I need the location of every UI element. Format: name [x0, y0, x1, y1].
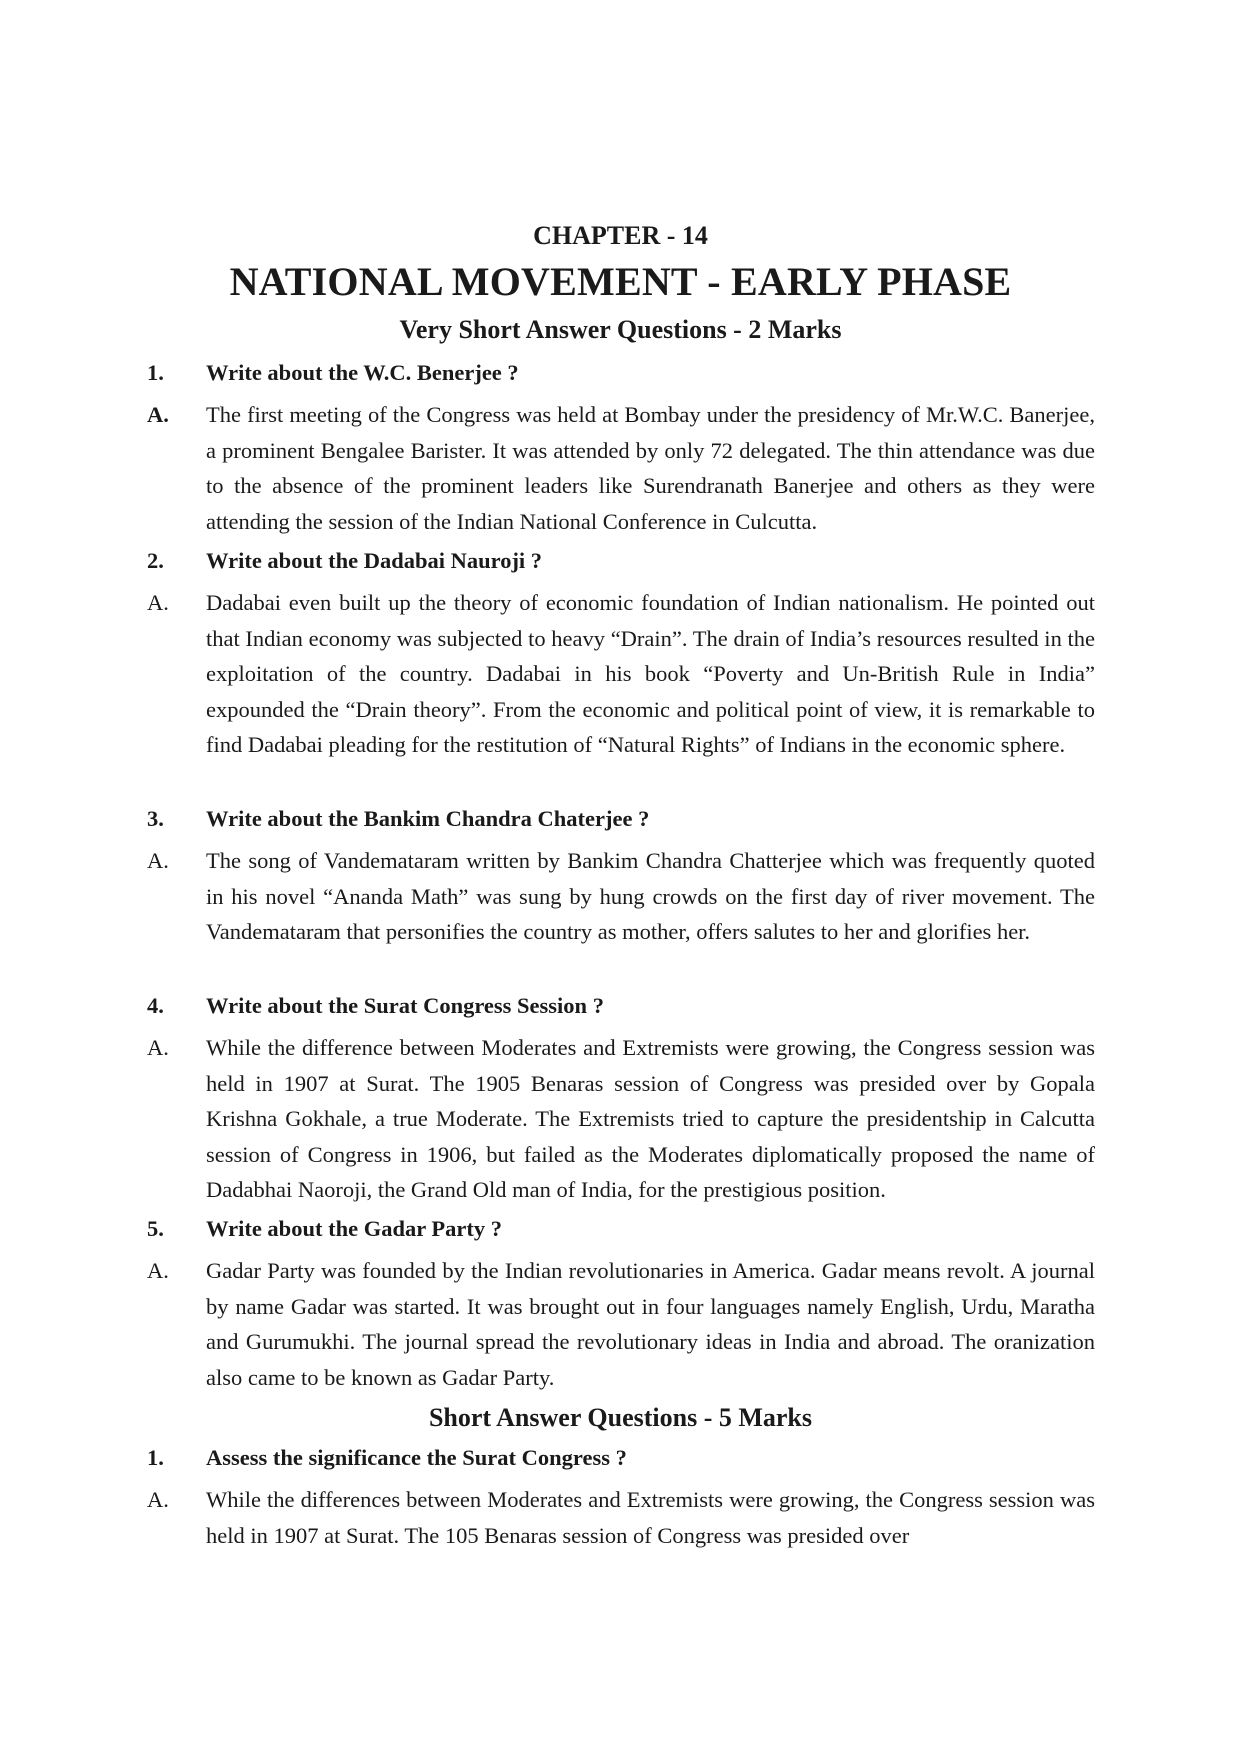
question-text: Write about the Dadabai Nauroji ? [206, 548, 543, 573]
question-2 [147, 543, 1095, 579]
question-text: Write about the Bankim Chandra Chaterjee ? [206, 806, 650, 831]
answer-label: A. [147, 590, 169, 615]
chapter-title: NATIONAL MOVEMENT - EARLY PHASE [229, 259, 1012, 304]
answer-5 [147, 1253, 1095, 1395]
question-number: 1. [147, 360, 164, 385]
answer-3 [147, 843, 1095, 950]
question-number: 2. [147, 548, 164, 573]
question-short-1 [147, 1440, 1095, 1476]
answer-text: The first meeting of the Congress was held at Bombay under the presidency of Mr.W.C. Banerjee, a prominent Bengalee Barister. It was attended by only 72 delegated. The thin attendance was due to the absence of the prominent leaders like Surendranath Banerjee and others as they were attending the session of the Indian National Conference in Culcutta. [206, 402, 1095, 534]
answer-label: A. [147, 848, 169, 873]
answer-2 [147, 585, 1095, 763]
answer-text: The song of Vandemataram written by Bankim Chandra Chatterjee which was frequently quoted in his novel “Ananda Math” was sung by hung crowds on the first day of river movement. The Vandemataram that personifies the country as mother, offers salutes to her and glorifies her. [206, 848, 1095, 944]
answer-text: Gadar Party was founded by the Indian revolutionaries in America. Gadar means revolt. A journal by name Gadar was started. It was brought out in four languages namely English, Urdu, Maratha and Gurumukhi. The journal spread the revolutionary ideas in India and abroad. The oranization also came to be known as Gadar Party. [206, 1258, 1095, 1390]
answer-label: A. [147, 1487, 169, 1512]
answer-short-1 [147, 1482, 1095, 1553]
answer-4 [147, 1030, 1095, 1208]
answer-label: A. [147, 1258, 169, 1283]
answer-text: While the differences between Moderates and Extremists were growing, the Congress session was held in 1907 at Surat. The 105 Benaras session of Congress was presided over [206, 1487, 1095, 1548]
question-text: Write about the Surat Congress Session ? [206, 993, 604, 1018]
answer-text: While the difference between Moderates and Extremists were growing, the Congress session was held in 1907 at Surat. The 1905 Benaras session of Congress was presided over by Gopala Krishna Gokhale, a true Moderate. The Extremists tried to capture the presidentship in Calcutta session of Congress in 1906, but failed as the Moderates diplomatically proposed the name of Dadabhai Naoroji, the Grand Old man of India, for the prestigious position. [206, 1035, 1095, 1202]
question-number: 4. [147, 993, 164, 1018]
section-heading-very-short: Very Short Answer Questions - 2 Marks [399, 315, 842, 344]
answer-label: A. [147, 1035, 169, 1060]
question-3 [147, 801, 1095, 837]
question-5 [147, 1211, 1095, 1247]
answer-text: Dadabai even built up the theory of economic foundation of Indian nationalism. He pointed out that Indian economy was subjected to heavy “Drain”. The drain of India’s resources resulted in the exploitation of the country. Dadabai in his book “Poverty and Un-British Rule in India” expounded the “Drain theory”. From the economic and political point of view, it is remarkable to find Dadabai pleading for the restitution of “Natural Rights” of Indians in the economic sphere. [206, 590, 1095, 757]
question-number: 1. [147, 1445, 164, 1470]
answer-1 [147, 397, 1095, 539]
answer-label: A. [147, 402, 169, 427]
question-1 [147, 355, 1095, 391]
question-text: Write about the W.C. Benerjee ? [206, 360, 519, 385]
question-number: 3. [147, 806, 164, 831]
section-heading-short: Short Answer Questions - 5 Marks [428, 1403, 813, 1432]
question-text: Write about the Gadar Party ? [206, 1216, 503, 1241]
question-number: 5. [147, 1216, 164, 1241]
question-text: Assess the significance the Surat Congress ? [206, 1445, 627, 1470]
question-4 [147, 988, 1095, 1024]
chapter-number: CHAPTER - 14 [533, 221, 708, 250]
